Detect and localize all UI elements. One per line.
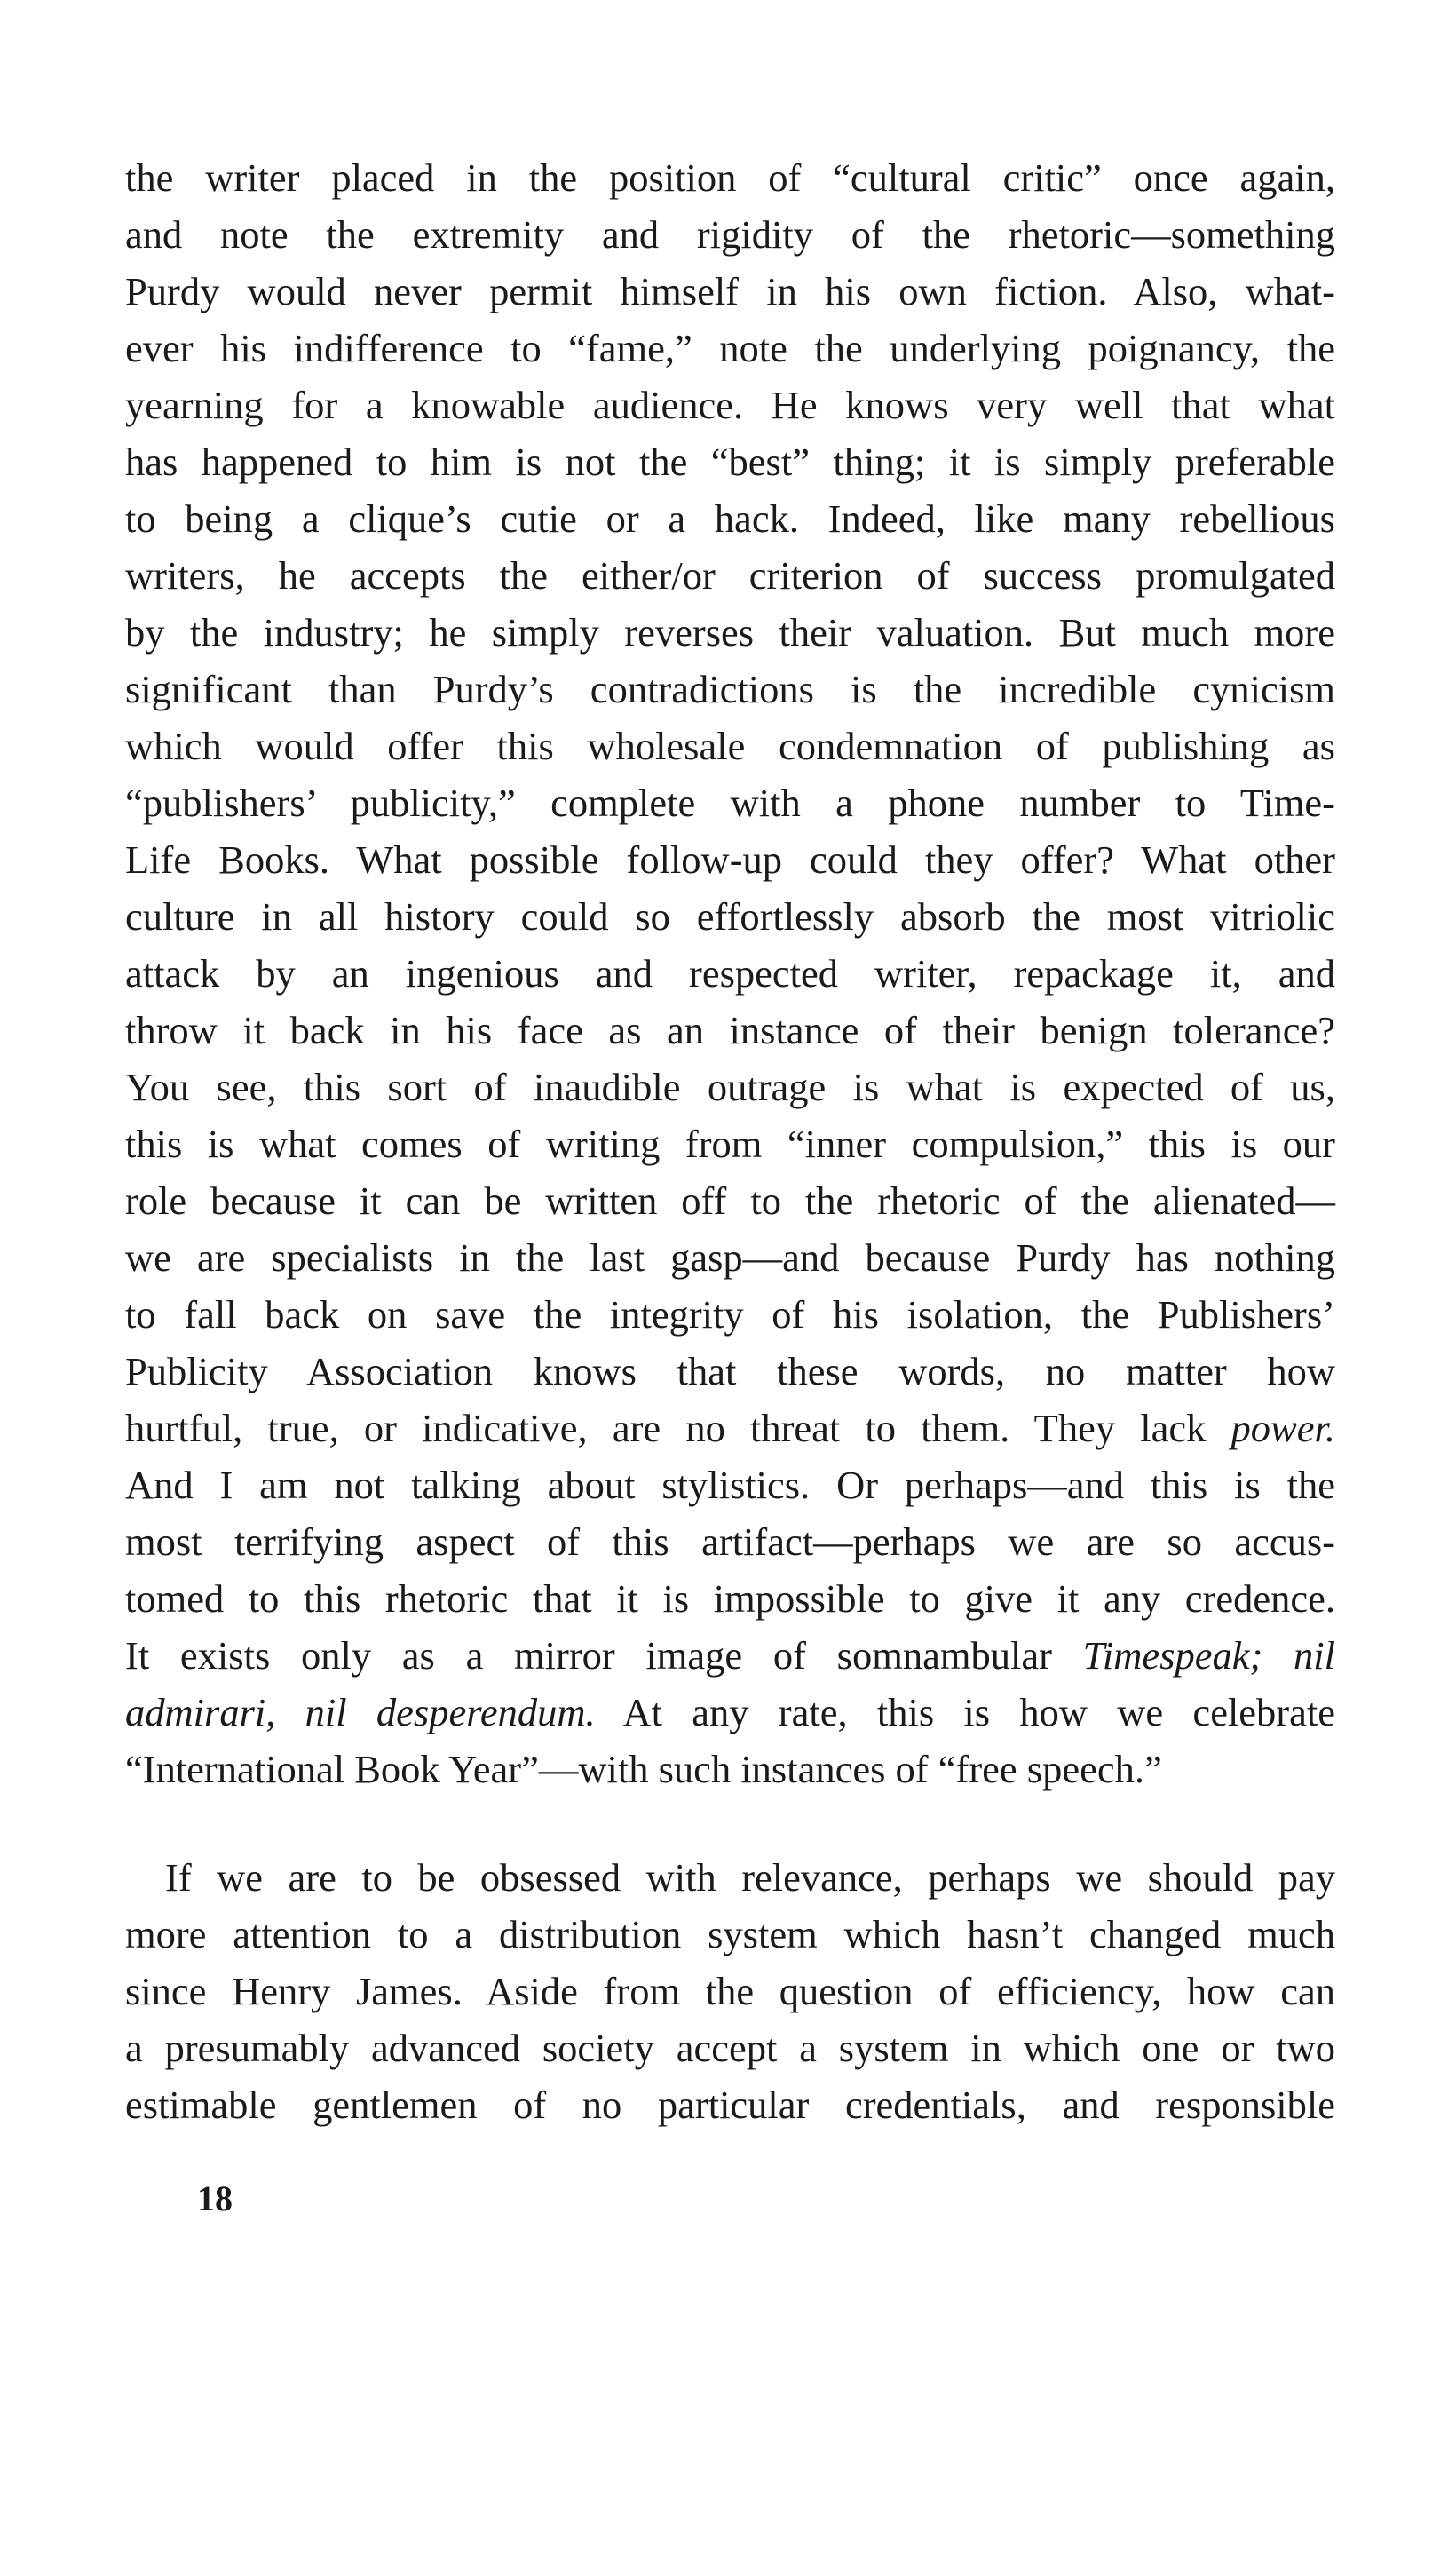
text-line: to being a clique’s cutie or a hack. Indeed, like many rebellious	[125, 496, 1335, 541]
text-line: the writer placed in the position of “cultural critic” once again,	[125, 155, 1335, 200]
text-line	[125, 1627, 1335, 1684]
text-line: Publicity Association knows that these words, no matter how	[125, 1349, 1335, 1393]
text-line: attack by an ingenious and respected writer, repackage it, and	[125, 951, 1335, 996]
italic-text: admirari, nil desperendum.	[125, 1690, 596, 1734]
body-paragraph-1	[125, 149, 1335, 1797]
text-line: by the industry; he simply reverses their valuation. But much more	[125, 610, 1335, 655]
text-line: most terrifying aspect of this artifact—perhaps we are so accus-	[125, 1520, 1335, 1564]
text-line: writers, he accepts the either/or criterion of success promulgated	[125, 553, 1335, 598]
text-line: Life Books. What possible follow-up could they offer? What other	[125, 837, 1335, 882]
text-line: throw it back in his face as an instance of their benign tolerance?	[125, 1008, 1335, 1052]
text-line: has happened to him is not the “best” thing; it is simply preferable	[125, 440, 1335, 484]
text-line: a presumably advanced society accept a system in which one or two	[125, 2026, 1335, 2070]
text-run: hurtful, true, or indicative, are no threat to them. They lack	[125, 1406, 1231, 1450]
text-line	[125, 1684, 1335, 1741]
text-line: to fall back on save the integrity of his isolation, the Publishers’	[125, 1292, 1335, 1337]
text-line: ever his indifference to “fame,” note the underlying poignancy, the	[125, 326, 1335, 370]
text-line: yearning for a knowable audience. He knows very well that what	[125, 383, 1335, 427]
text-run: It exists only as a mirror image of somnambular	[125, 1633, 1083, 1678]
page-number: 18	[197, 2178, 233, 2218]
text-line: more attention to a distribution system which hasn’t changed much	[125, 1912, 1335, 1956]
text-line: estimable gentlemen of no particular credentials, and responsible	[125, 2083, 1335, 2127]
text-line: this is what comes of writing from “inner compulsion,” this is our	[125, 1122, 1335, 1166]
text-line: If we are to be obsessed with relevance, perhaps we should pay	[165, 1855, 1335, 1900]
body-paragraph-2	[125, 1849, 1335, 2133]
text-line: “publishers’ publicity,” complete with a phone number to Time-	[125, 781, 1335, 825]
text-line	[125, 1400, 1335, 1456]
italic-text: power.	[1230, 1406, 1335, 1450]
text-line: culture in all history could so effortlessly absorb the most vitriolic	[125, 894, 1335, 939]
text-line: “International Book Year”—with such instances of “free speech.”	[125, 1747, 1162, 1791]
text-line: Purdy would never permit himself in his own fiction. Also, what-	[125, 269, 1335, 313]
text-line: and note the extremity and rigidity of the rhetoric—something	[125, 212, 1335, 257]
text-line: we are specialists in the last gasp—and because Purdy has nothing	[125, 1235, 1335, 1280]
text-line: role because it can be written off to the rhetoric of the alienated—	[125, 1178, 1335, 1223]
text-line: tomed to this rhetoric that it is impossible to give it any credence.	[125, 1576, 1335, 1621]
italic-text: Timespeak; nil	[1082, 1633, 1335, 1678]
text-line: You see, this sort of inaudible outrage is what is expected of us,	[125, 1065, 1335, 1109]
text-run: At any rate, this is how we celebrate	[595, 1690, 1335, 1734]
text-line: since Henry James. Aside from the question of efficiency, how can	[125, 1969, 1335, 2013]
text-line: significant than Purdy’s contradictions is the incredible cynicism	[125, 667, 1335, 711]
text-line: which would offer this wholesale condemnation of publishing as	[125, 724, 1335, 768]
text-line: And I am not talking about stylistics. Or perhaps—and this is the	[125, 1463, 1335, 1507]
